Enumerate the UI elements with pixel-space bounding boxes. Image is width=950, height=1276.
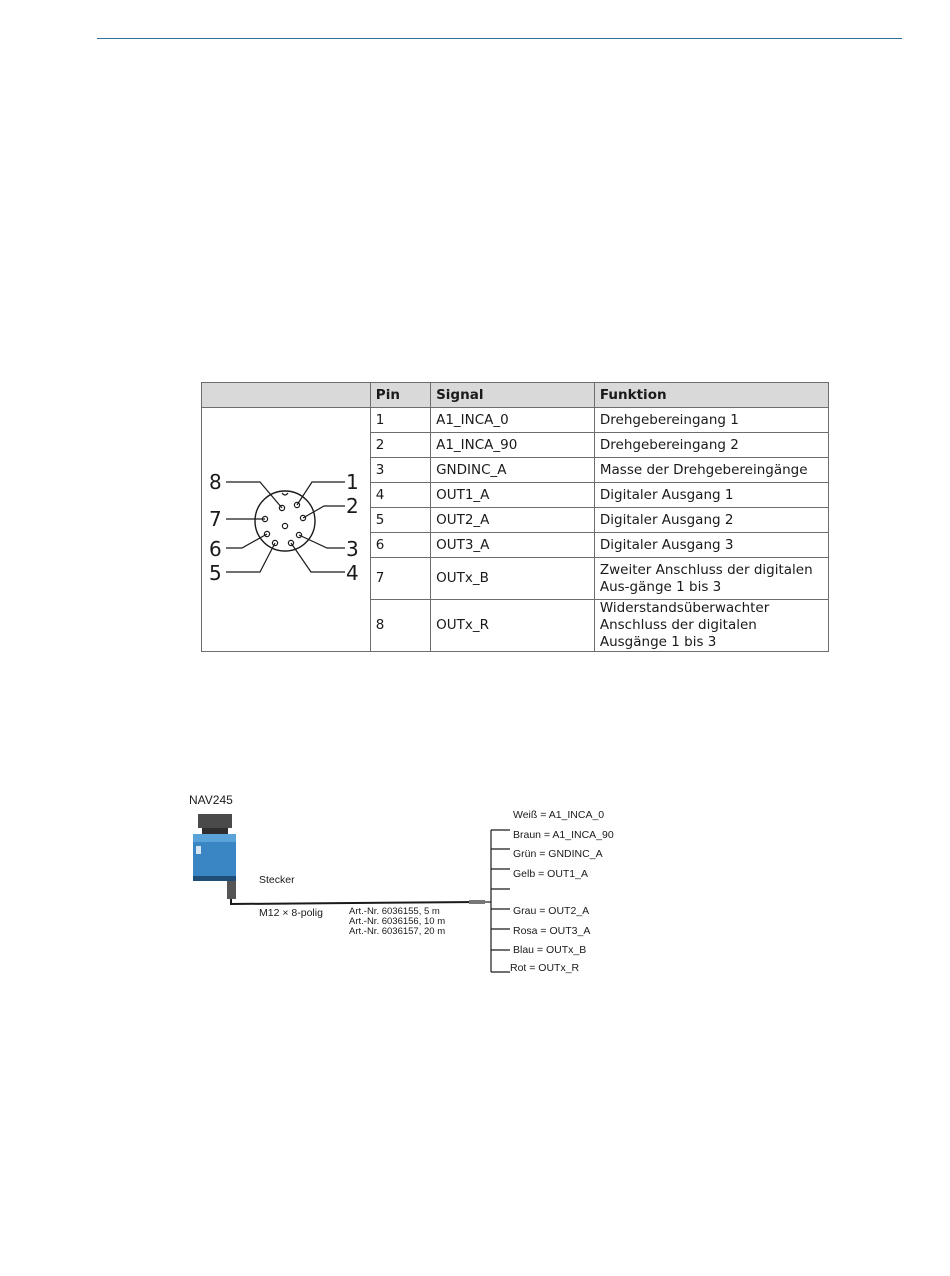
device-body-highlight [193,834,236,842]
cell-pin: 7 [370,558,430,600]
cell-function: Drehgebereingang 2 [594,433,828,458]
art-number-3: Art.-Nr. 6036157, 20 m [349,926,446,937]
connector-key [282,493,288,495]
cell-pin: 4 [370,483,430,508]
wire-label-white: Weiß = A1_INCA_0 [513,809,605,821]
device-indicator-icon [196,846,201,854]
art-number-1: Art.-Nr. 6036155, 5 m [349,906,440,917]
cable-line [231,899,480,904]
wire-label-green: Grün = GNDINC_A [513,848,603,860]
cell-pin: 1 [370,408,430,433]
cell-function: Drehgebereingang 1 [594,408,828,433]
pin-number-4: 4 [346,560,359,585]
wire-label-red: Rot = OUTx_R [510,962,580,974]
wire-label-grey: Grau = OUT2_A [513,905,590,917]
pin-number-5: 5 [209,560,222,585]
header-rule [97,38,902,39]
cell-signal: OUT3_A [431,533,595,558]
cell-function: Digitaler Ausgang 3 [594,533,828,558]
wire-label-brown: Braun = A1_INCA_90 [513,829,614,841]
cell-pin: 6 [370,533,430,558]
pin-number-7: 7 [209,506,222,531]
table-header-row [202,383,829,408]
cell-signal: OUT2_A [431,508,595,533]
pin-number-6: 6 [209,536,222,561]
cable-sleeve-icon [469,900,485,904]
art-number-2: Art.-Nr. 6036156, 10 m [349,916,446,927]
wire-label-yellow: Gelb = OUT1_A [513,868,588,880]
m12-connector-pinout-diagram [202,414,370,646]
header-pin: Pin [370,383,430,408]
pin-number-2: 2 [346,493,359,518]
wire-label-pink: Rosa = OUT3_A [513,925,591,937]
device-top-icon [198,814,232,828]
header-signal: Signal [431,383,595,408]
cell-signal: OUTx_B [431,558,595,600]
pin-number-3: 3 [346,536,359,561]
cell-signal: A1_INCA_90 [431,433,595,458]
wire-label-blue: Blau = OUTx_B [513,944,587,956]
wire-fanout-lines [485,830,510,972]
device-neck-icon [202,828,228,834]
pin-number-1: 1 [346,469,359,494]
cell-function: Widerstandsüberwachter Anschluss der digitalen Ausgänge 1 bis 3 [594,600,828,652]
connector-diagram-cell [202,408,371,652]
pin-assignment-table [201,382,829,652]
plug-label: Stecker [259,874,295,886]
plug-icon [227,881,236,899]
header-connector [202,383,371,408]
table-row [202,408,829,433]
cell-pin: 2 [370,433,430,458]
device-base-icon [193,876,236,881]
cell-function: Masse der Drehgebereingänge [594,458,828,483]
cell-function: Digitaler Ausgang 2 [594,508,828,533]
pin-number-8: 8 [209,469,222,494]
cable-wiring-diagram [180,790,640,985]
cell-pin: 5 [370,508,430,533]
cell-signal: OUTx_R [431,600,595,652]
device-label: NAV245 [189,793,233,807]
cell-function: Digitaler Ausgang 1 [594,483,828,508]
connector-type-label: M12 × 8-polig [259,907,323,919]
cell-signal: GNDINC_A [431,458,595,483]
cell-pin: 3 [370,458,430,483]
cell-function: Zweiter Anschluss der digitalen Aus-gänge 1 bis 3 [594,558,828,600]
cell-signal: A1_INCA_0 [431,408,595,433]
cell-pin: 8 [370,600,430,652]
header-function: Funktion [594,383,828,408]
cell-signal: OUT1_A [431,483,595,508]
center-pin-dot [282,523,287,528]
